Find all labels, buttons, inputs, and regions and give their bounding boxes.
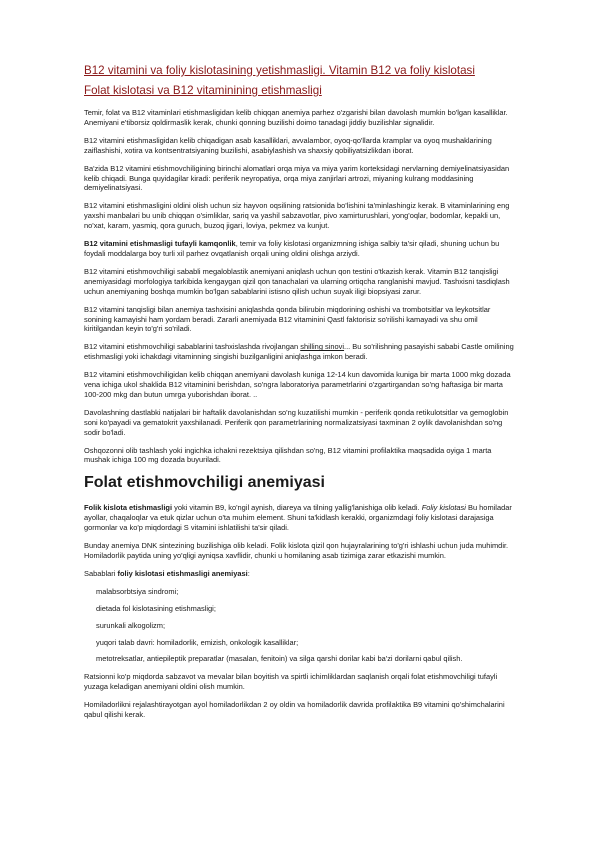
bold-term: foliy kislotasi etishmasligi anemiyasi: [117, 568, 248, 578]
paragraph-treatment: B12 vitamini etishmovchiligidan kelib chiqqan anemiyani davolash kuniga 12-14 kun davomida kuniga bir marta 1000 mkg dozada vena ichiga ukol shaklida B12 vitaminini berishdan, so'ngra laboratoriya parametrlarini o'zgartirgandan so'ng haftasiga bir marta 100-200 mkg dan butun umrga yuborishdan iborat. ..: [84, 370, 511, 399]
list-item: surunkali alkogolizm;: [96, 620, 166, 630]
paragraph-text: , temir va foliy kislotasi organizmning ishiga salbiy ta'sir qiladi, shuning uchun bu foydali moddalarga boy turli xil parhez ovqatlanish orqali uning oldini olishga arziydi.: [84, 239, 500, 258]
paragraph-demyelination: Ba'zida B12 vitamini etishmovchiligining birinchi alomatlari orqa miya va miya yarim korteksidagi nervlarning demiyelinatsiyasidan kelib chiqadi. Bunga quyidagilar kiradi: periferik neyropatiya, orqa miya zanjirlari artrozi, miyaning kulrang moddasining demiyelinatsiyasi.: [84, 163, 510, 193]
paragraph-text: Sabablari: [84, 568, 118, 578]
title-link-1[interactable]: B12 vitamini va foliy kislotasining yetishmasligi. Vitamin B12 va foliy kislotasi: [84, 64, 475, 77]
shilling-test-link[interactable]: shilling sinovi: [300, 342, 345, 352]
list-item: metotreksatlar, antiepileptik preparatlar (masalan, fenitoin) va silga qarshi dorilar kabi ba'zi dorilarni qabul qilish.: [96, 654, 463, 664]
paragraph-causes-intro: [84, 569, 516, 579]
paragraph-text: :: [247, 568, 250, 578]
paragraph-dna: Bunday anemiya DNK sintezining buzilishiga olib keladi. Folik kislota qizil qon hujayralarining to'g'ri ishlashi uchun juda muhimdir. Homiladorlik paytida uning yo'qligi ayniqsa xavflidir, chunki u homilaning asab tizimiga zarar etkazishi mumkin.: [84, 541, 509, 560]
paragraph-diet-prevention: Ratsionni ko'p miqdorda sabzavot va mevalar bilan boyitish va spirtli ichimliklardan saqlanish orqali folat etishmovchiligi tufayli yuzaga keladigan anemiyani oldini olish mumkin.: [84, 672, 498, 692]
bold-term: B12 vitamini etishmasligi tufayli kamqonlik: [84, 239, 236, 249]
paragraph-folic-intro: [84, 503, 516, 533]
italic-term: Foliy kislotasi: [421, 503, 466, 513]
document-page: [84, 64, 516, 728]
list-item: yuqori talab davri: homiladorlik, emizish, onkologik kasalliklar;: [96, 637, 299, 647]
paragraph-text: B12 vitamini etishmovchiligi sabablarini tashxislashda rivojlangan: [84, 342, 301, 352]
paragraph-nervous-symptoms: B12 vitamini etishmasligidan kelib chiqadigan asab kasalliklari, avvalambor, oyoq-qo'llarda kramplar va oyoq mushaklarining zaiflashishi, xotira va kontsentratsiyaning buzilishi, asabiylashish va shaxsiy qobiliyatsizlikdan iborat.: [84, 135, 492, 155]
list-item: malabsorbtsiya sindromi;: [96, 586, 179, 596]
paragraph-results: Davolashning dastlabki natijalari bir haftalik davolanishdan so'ng kuzatilishi mumkin - periferik qonda retikulotsitlar va gemoglobin soni ko'payadi va gematokrit yaxshilanadi. Periferik qon parametrlarining normalizatsiyasi taxminan 2 oylik davolanishdan so'ng sodir bo'ladi.: [84, 407, 509, 437]
bold-term: Folik kislota etishmasligi: [84, 503, 173, 513]
paragraph-intro: Temir, folat va B12 vitaminlari etishmasligidan kelib chiqqan anemiya parhez o'zgarishi bilan davolash mumkin bo'lgan kasalliklar. Anemiyani e'tiborsiz qoldirmaslik kerak, chunki qonning buzilishi doimo tanadagi jiddiy buzilishlar signalidir.: [84, 108, 508, 127]
section-heading: Folat etishmovchiligi anemiyasi: [84, 474, 325, 492]
list-item: dietada fol kislotasining etishmasligi;: [96, 603, 216, 613]
paragraph-blood-test: B12 vitamini etishmovchiligi sababli megaloblastik anemiyani aniqlash uchun qon testini o'tkazish kerak. Vitamin B12 tanqisligi anemiyasidagi morfologiya tarkibida kengaygan qizil qon tanachalari va ularning ortiqcha ranglanishi mavjud. Tashxisni tasdiqlash uchun anemiyaning boshqa mumkin bo'lgan sabablarini istisno qilish uchun suyak iligi biopsiyasi zarur.: [84, 266, 510, 296]
title-link-2[interactable]: Folat kislotasi va B12 vitaminining etishmasligi: [84, 84, 322, 97]
paragraph-text: yoki vitamin B9, ko'ngil aynish, diareya va tilning yallig'lanishiga olib keladi.: [172, 503, 422, 513]
paragraph-anemia-diet: [84, 239, 516, 259]
paragraph-text: ... Bu so'rilishning pasayishi sababi Castle omilining etishmasligi yoki ichakdagi vitaminning singishi buzilganligini aniqlashga imkon beradi.: [84, 342, 514, 362]
paragraph-text: Bu homiladar ayollar, chaqaloqlar va etuk qizlar uchun o'ta muhim element. Shuni ta'kidlash kerakki, organizmdagi foliy kislotasi darajasiga gormonlar va ko'p miqdordagi S vitamini ishlatilishi ta'sir qiladi.: [84, 503, 512, 533]
paragraph-prophylaxis: Oshqozonni olib tashlash yoki ingichka ichakni rezektsiya qilishdan so'ng, B12 vitamini profilaktika maqsadida oyiga 1 marta mushak ichiga 100 mg dozada buyuriladi.: [84, 445, 492, 465]
paragraph-shilling: [84, 342, 516, 362]
paragraph-pregnancy: Homiladorlikni rejalashtirayotgan ayol homiladorlikdan 2 oy oldin va homiladorlik davrida profilaktika B9 vitamini qo'shimchalarini qabul qilishi kerak.: [84, 700, 505, 720]
paragraph-prevention: B12 vitamini etishmasligini oldini olish uchun siz hayvon oqsilining ratsionida bo'lishini ta'minlashingiz kerak. B vitaminlarining eng yaxshi manbalari bu unib chiqqan o'simliklar, sariq va yashil sabzavotlar, pivo xamirturushlari, yong'oqlar, bodomlar, kepakli un, no'xat, karam, yasmiq, qora guruch, buzoq jigari, loviya, pekmez va kunjut.: [84, 201, 510, 231]
paragraph-diagnosis: B12 vitamini tanqisligi bilan anemiya tashxisini aniqlashda qonda bilirubin miqdorining oshishi va trombotsitlar va leykotsitlar sonining kamayishi ham yordam beradi. Zararli anemiyada B12 vitaminini Qastl faktorisiz so'rilishi kamayadi va shu omil kiritilgandan keyin to'g'ri so'riladi.: [84, 304, 491, 334]
causes-list: [84, 587, 516, 665]
